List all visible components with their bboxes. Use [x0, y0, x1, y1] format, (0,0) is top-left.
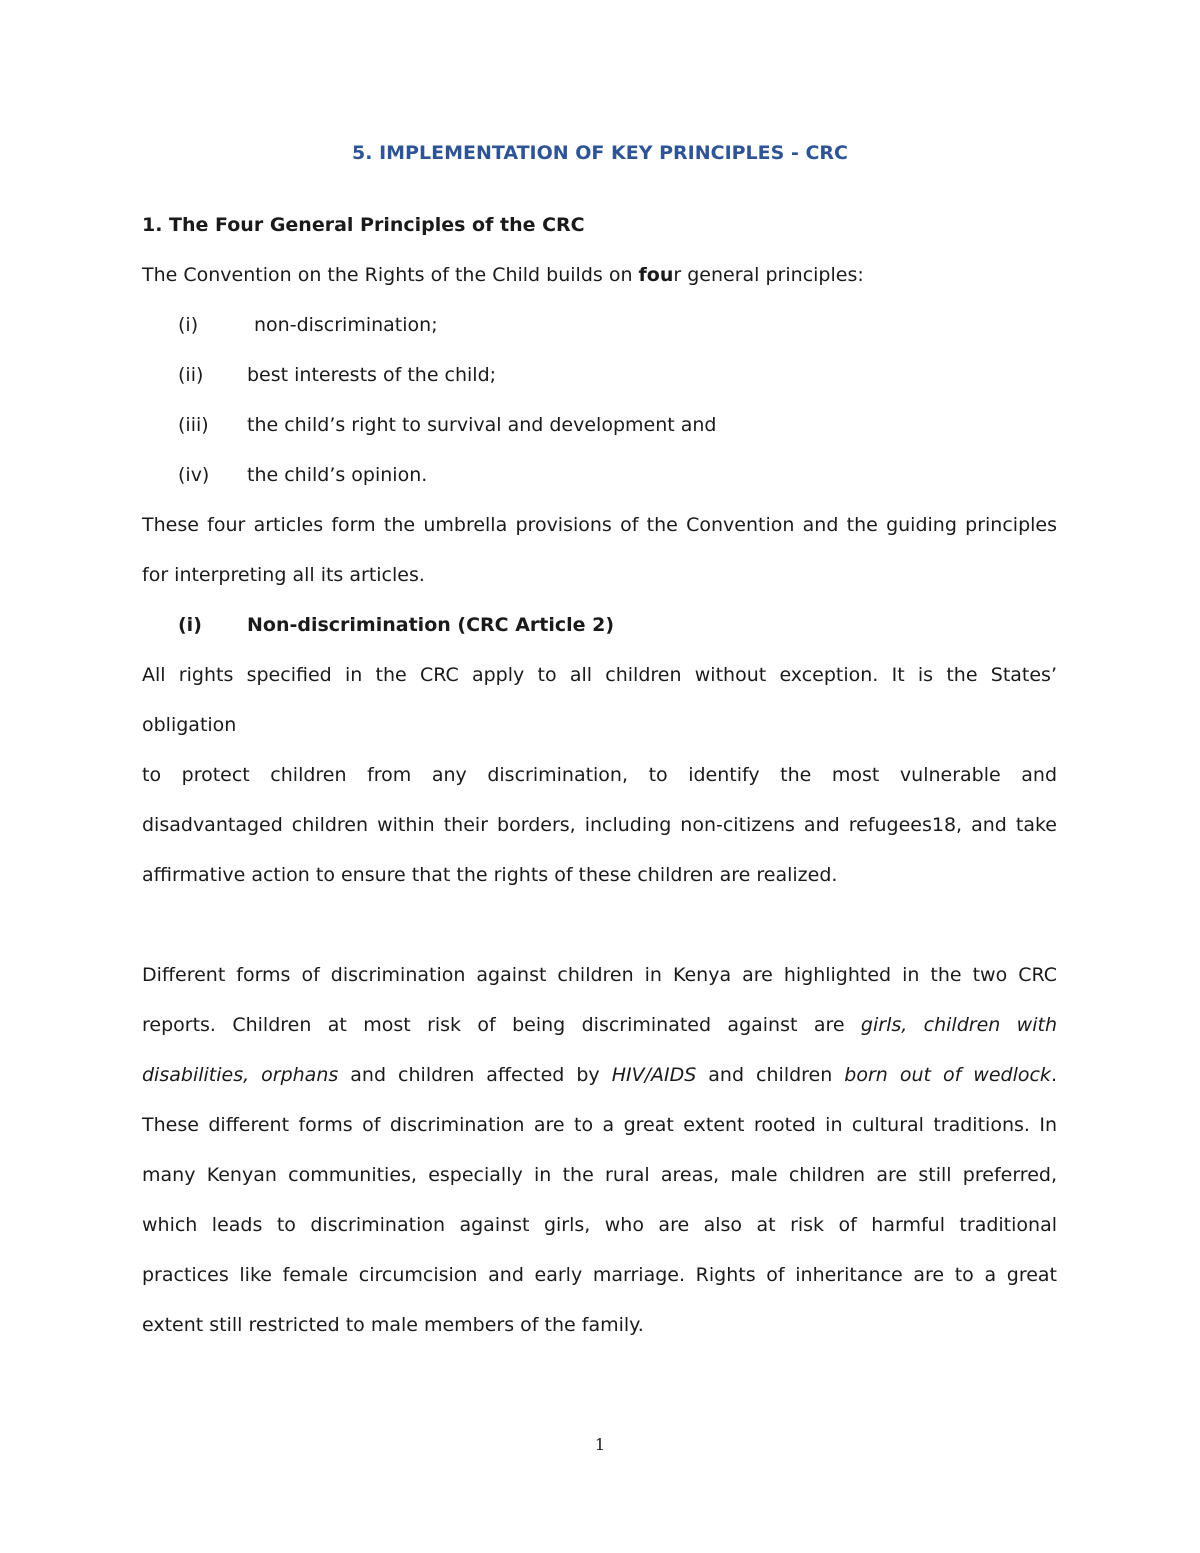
- para2-italic: HIV/AIDS: [611, 1064, 697, 1086]
- page-number: 1: [594, 1435, 606, 1454]
- subheading-number: (i): [178, 614, 202, 636]
- section-heading: 1. The Four General Principles of the CRC: [142, 214, 585, 236]
- umbrella-line: for interpreting all its articles.: [142, 564, 425, 586]
- para2-line: Different forms of discrimination against children in Kenya are highlighted in the two CRC: [142, 964, 1057, 986]
- para2-text: and children affected by: [338, 1064, 612, 1086]
- para1-line: affirmative action to ensure that the rights of these children are realized.: [142, 864, 838, 886]
- para2-text: reports. Children at most risk of being discriminated against are: [142, 1014, 861, 1036]
- principle-number: (iii): [178, 414, 209, 436]
- para1-line: disadvantaged children within their borders, including non-citizens and refugees18, and take: [142, 814, 1057, 836]
- intro-text-before: The Convention on the Rights of the Child builds on: [142, 264, 639, 286]
- subheading-text: Non-discrimination (CRC Article 2): [247, 614, 615, 636]
- para2-italic: girls, children with: [860, 1014, 1057, 1036]
- para1-line: All rights specified in the CRC apply to all children without exception. It is the States’: [142, 664, 1057, 686]
- para2-italic: born out of wedlock: [844, 1064, 1051, 1086]
- principle-text: the child’s right to survival and development and: [247, 414, 717, 436]
- page-title: 5. IMPLEMENTATION OF KEY PRINCIPLES - CRC: [352, 142, 848, 164]
- para1-line: to protect children from any discrimination, to identify the most vulnerable and: [142, 764, 1057, 786]
- intro-text-bold: fou: [638, 264, 674, 286]
- principle-text: the child’s opinion.: [247, 464, 428, 486]
- para1-line: obligation: [142, 714, 237, 736]
- umbrella-line: These four articles form the umbrella provisions of the Convention and the guiding principles: [142, 514, 1057, 536]
- intro-paragraph: [142, 263, 864, 287]
- para2-text: and children: [696, 1064, 845, 1086]
- principle-text: best interests of the child;: [247, 364, 497, 386]
- principle-number: (iv): [178, 464, 210, 486]
- principle-text: non-discrimination;: [254, 314, 438, 336]
- para2-line: [142, 1063, 1057, 1087]
- para2-line: which leads to discrimination against girls, who are also at risk of harmful traditional: [142, 1214, 1057, 1236]
- para2-line: many Kenyan communities, especially in the rural areas, male children are still preferred,: [142, 1164, 1057, 1186]
- intro-text-after: r general principles:: [673, 264, 864, 286]
- para2-line: [142, 1013, 1057, 1037]
- para2-line: These different forms of discrimination are to a great extent rooted in cultural traditions. In: [142, 1114, 1057, 1136]
- principle-number: (i): [178, 314, 199, 336]
- principle-number: (ii): [178, 364, 204, 386]
- para2-italic: disabilities, orphans: [142, 1064, 339, 1086]
- para2-line: practices like female circumcision and early marriage. Rights of inheritance are to a great: [142, 1264, 1057, 1286]
- para2-line: extent still restricted to male members of the family.: [142, 1314, 644, 1336]
- para2-text: .: [1050, 1064, 1057, 1086]
